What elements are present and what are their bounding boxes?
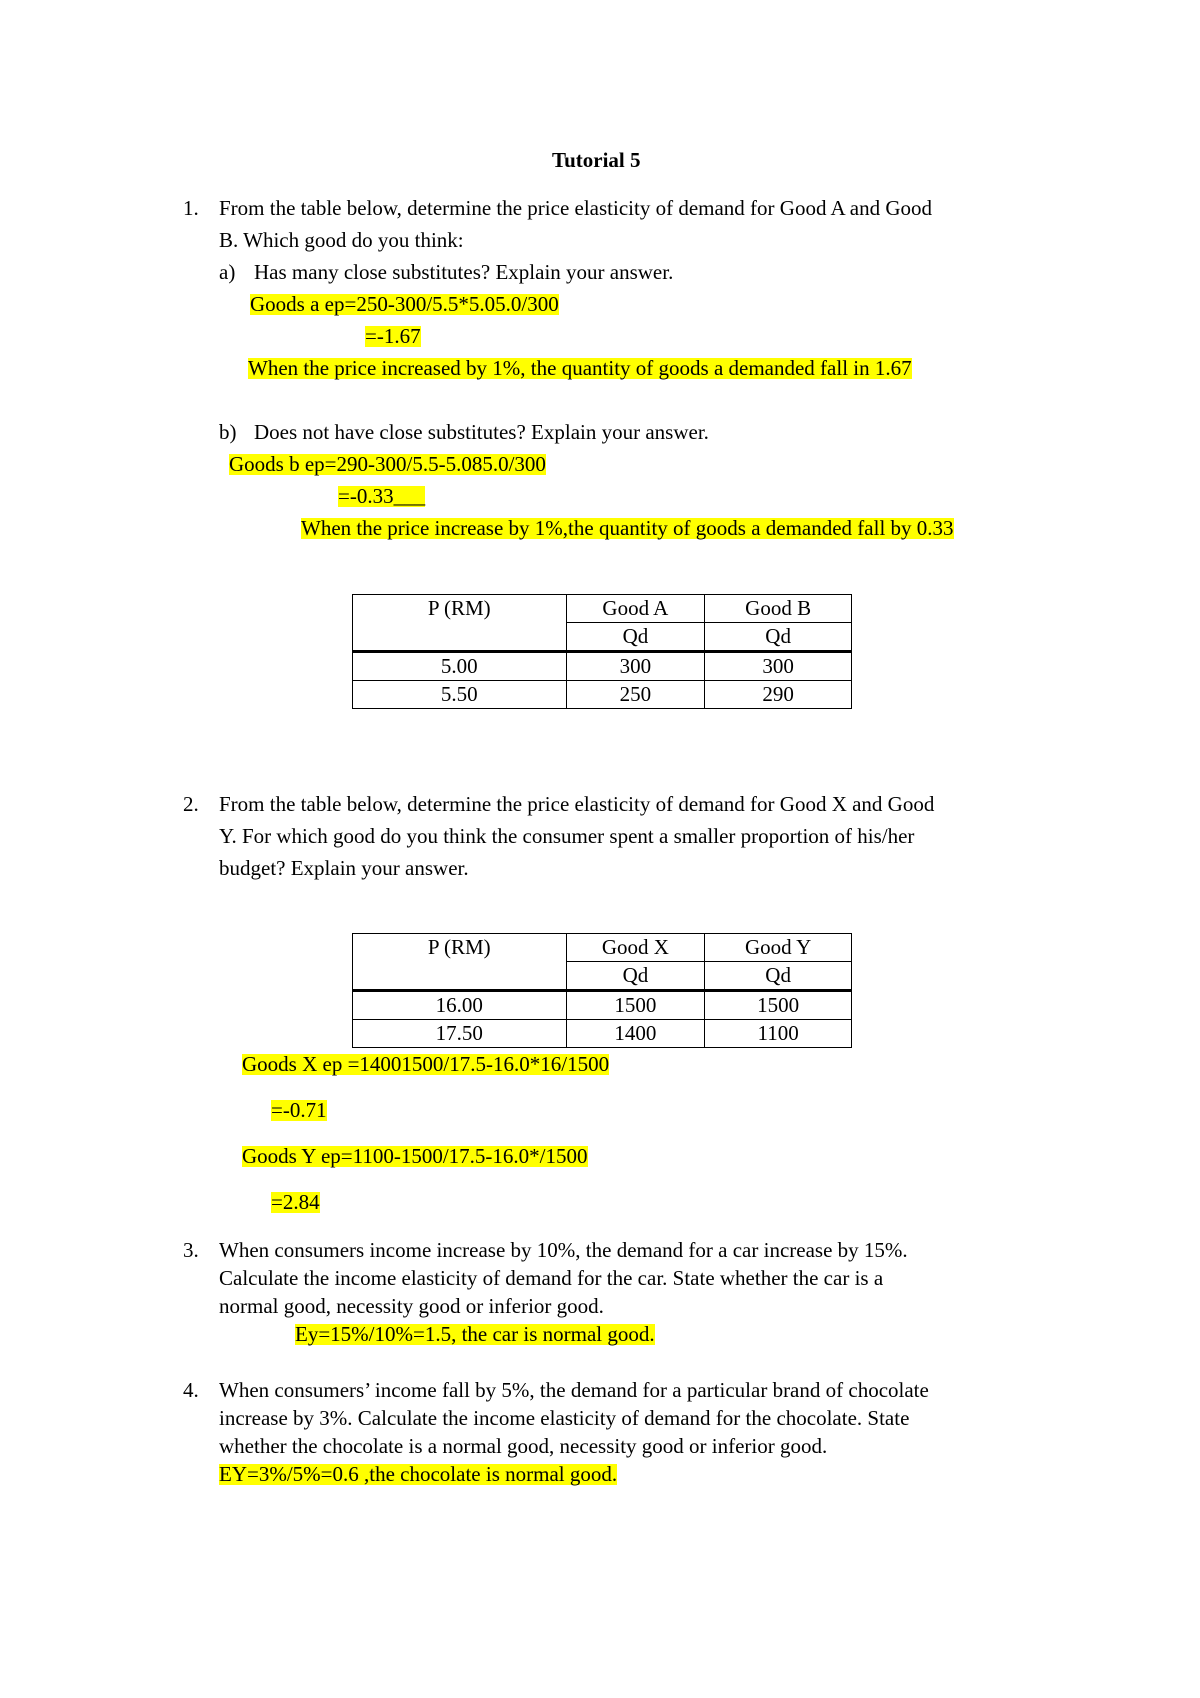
table-row [353,991,852,1020]
q1-header-good-a: Good A [566,595,705,623]
q1-b-answer-2: =-0.33___ [338,484,426,508]
q1-b-label: b) [219,420,237,444]
q1-a-label: a) [219,260,236,284]
q3-number: 3. [183,1238,199,1262]
q2-header-price: P (RM) [353,934,567,991]
q1-row-2-good-b: 290 [705,681,852,709]
q1-b-answer-1: Goods b ep=290-300/5.5-5.085.0/300 [229,452,546,476]
q1-row-1-good-a: 300 [566,652,705,681]
table-row [353,652,852,681]
q2-line-1: From the table below, determine the price elasticity of demand for Good X and Good [219,792,935,816]
q1-a-answer-2: =-1.67 [365,324,421,348]
q1-a-answer-1: Goods a ep=250-300/5.5*5.05.0/300 [250,292,559,316]
q1-demand-table [352,594,852,709]
q4-number: 4. [183,1378,199,1402]
q2-answer-2: =-0.71 [271,1098,327,1122]
q2-answer-3: Goods Y ep=1100-1500/17.5-16.0*/1500 [242,1144,588,1168]
q2-demand-table [352,933,852,1048]
q1-b-answer-3: When the price increase by 1%,the quantity of goods a demanded fall by 0.33 [301,516,954,540]
q1-line-2: B. Which good do you think: [219,228,464,252]
q3-line-3: normal good, necessity good or inferior good. [219,1294,604,1318]
q2-header-good-y: Good Y [705,934,852,962]
q2-line-3: budget? Explain your answer. [219,856,469,880]
q4-line-2: increase by 3%. Calculate the income elasticity of demand for the chocolate. State [219,1406,910,1430]
q1-subheader-qd-a: Qd [566,623,705,652]
table-row [353,681,852,709]
q2-subheader-qd-x: Qd [566,962,705,991]
q2-answer-4: =2.84 [271,1190,320,1214]
q2-row-2-good-y: 1100 [705,1020,852,1048]
q3-answer: Ey=15%/10%=1.5, the car is normal good. [295,1322,655,1346]
q1-a-text: Has many close substitutes? Explain your answer. [254,260,674,284]
q1-row-2-price: 5.50 [353,681,567,709]
q4-line-1: When consumers’ income fall by 5%, the demand for a particular brand of chocolate [219,1378,929,1402]
q1-number: 1. [183,196,199,220]
q1-subheader-qd-b: Qd [705,623,852,652]
q1-line-1: From the table below, determine the price elasticity of demand for Good A and Good [219,196,933,220]
q2-subheader-qd-y: Qd [705,962,852,991]
q1-row-1-good-b: 300 [705,652,852,681]
q1-header-good-b: Good B [705,595,852,623]
q3-line-2: Calculate the income elasticity of demand for the car. State whether the car is a [219,1266,884,1290]
q1-row-1-price: 5.00 [353,652,567,681]
q2-row-1-good-y: 1500 [705,991,852,1020]
q3-line-1: When consumers income increase by 10%, the demand for a car increase by 15%. [219,1238,908,1262]
q1-header-price: P (RM) [353,595,567,652]
q1-a-answer-3: When the price increased by 1%, the quantity of goods a demanded fall in 1.67 [248,356,912,380]
q2-header-good-x: Good X [566,934,705,962]
q2-row-2-good-x: 1400 [566,1020,705,1048]
q2-number: 2. [183,792,199,816]
q2-row-1-good-x: 1500 [566,991,705,1020]
q1-row-2-good-a: 250 [566,681,705,709]
table-row [353,1020,852,1048]
page-title: Tutorial 5 [552,148,641,172]
q1-b-text: Does not have close substitutes? Explain your answer. [254,420,709,444]
q2-answer-1: Goods X ep =14001500/17.5-16.0*16/1500 [242,1052,610,1076]
q2-row-2-price: 17.50 [353,1020,567,1048]
q2-row-1-price: 16.00 [353,991,567,1020]
q4-answer: EY=3%/5%=0.6 ,the chocolate is normal good. [219,1462,618,1486]
q2-line-2: Y. For which good do you think the consumer spent a smaller proportion of his/her [219,824,915,848]
q4-line-3: whether the chocolate is a normal good, necessity good or inferior good. [219,1434,828,1458]
